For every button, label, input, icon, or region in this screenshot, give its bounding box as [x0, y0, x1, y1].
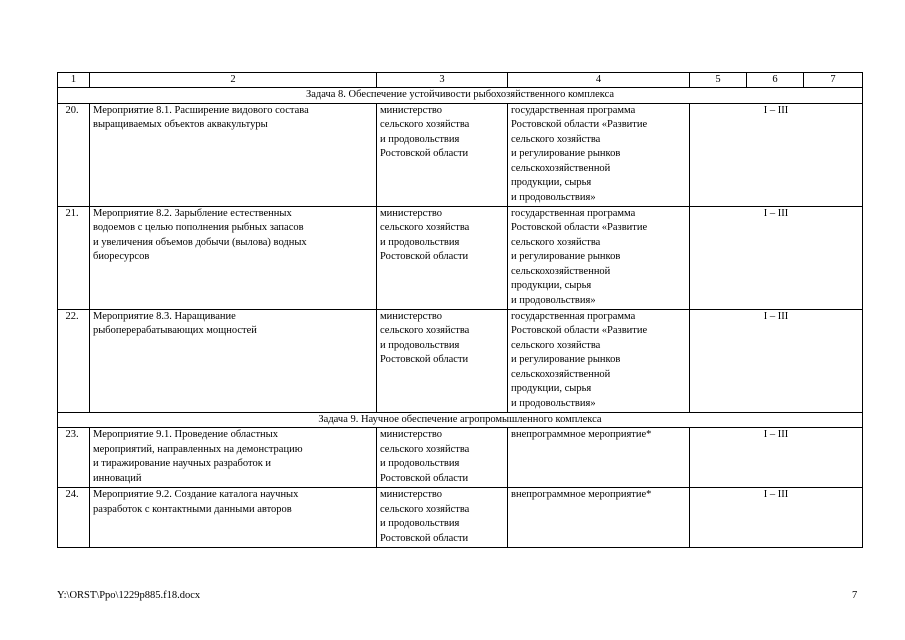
executor-cell: министерство сельского хозяйства и продовольствия Ростовской области	[377, 309, 508, 412]
header-cell: 5	[690, 73, 747, 88]
header-cell: 7	[804, 73, 863, 88]
measure-cell: Мероприятие 8.2. Зарыбление естественных водоемов с целью пополнения рыбных запасов и увеличения объемов добычи (вылова) водных биоресурсов	[90, 206, 377, 309]
period-cell: I – III	[690, 103, 863, 206]
period-cell: I – III	[690, 428, 863, 488]
header-cell: 2	[90, 73, 377, 88]
row-number: 23.	[58, 428, 90, 488]
table-row	[58, 206, 863, 309]
header-row	[58, 73, 863, 88]
executor-cell: министерство сельского хозяйства и продовольствия Ростовской области	[377, 206, 508, 309]
section-row	[58, 412, 863, 428]
table-row	[58, 428, 863, 488]
table-row	[58, 103, 863, 206]
table-row	[58, 488, 863, 548]
row-number: 24.	[58, 488, 90, 548]
section-row	[58, 88, 863, 104]
executor-cell: министерство сельского хозяйства и продовольствия Ростовской области	[377, 428, 508, 488]
measure-cell: Мероприятие 9.1. Проведение областных мероприятий, направленных на демонстрацию и тиражирование научных разработок и инноваций	[90, 428, 377, 488]
header-cell: 3	[377, 73, 508, 88]
row-number: 22.	[58, 309, 90, 412]
row-number: 21.	[58, 206, 90, 309]
program-cell: внепрограммное мероприятие*	[508, 428, 690, 488]
section-title: Задача 9. Научное обеспечение агропромышленного комплекса	[58, 412, 863, 428]
row-number: 20.	[58, 103, 90, 206]
footer-file-path: Y:\ORST\Ppo\1229p885.f18.docx	[57, 590, 201, 601]
page-number: 7	[852, 590, 858, 601]
program-cell: государственная программа Ростовской области «Развитие сельского хозяйства и регулирование рынков сельскохозяйственной продукции, сырья и продовольствия»	[508, 103, 690, 206]
period-cell: I – III	[690, 309, 863, 412]
table-row	[58, 309, 863, 412]
measures-table	[57, 72, 863, 548]
program-cell: внепрограммное мероприятие*	[508, 488, 690, 548]
program-cell: государственная программа Ростовской области «Развитие сельского хозяйства и регулирование рынков сельскохозяйственной продукции, сырья и продовольствия»	[508, 206, 690, 309]
header-cell: 4	[508, 73, 690, 88]
period-cell: I – III	[690, 206, 863, 309]
measure-cell: Мероприятие 8.1. Расширение видового состава выращиваемых объектов аквакультуры	[90, 103, 377, 206]
measure-cell: Мероприятие 9.2. Создание каталога научных разработок с контактными данными авторов	[90, 488, 377, 548]
period-cell: I – III	[690, 488, 863, 548]
executor-cell: министерство сельского хозяйства и продовольствия Ростовской области	[377, 488, 508, 548]
executor-cell: министерство сельского хозяйства и продовольствия Ростовской области	[377, 103, 508, 206]
measure-cell: Мероприятие 8.3. Наращивание рыбоперерабатывающих мощностей	[90, 309, 377, 412]
measures-table-container	[57, 72, 862, 548]
program-cell: государственная программа Ростовской области «Развитие сельского хозяйства и регулирование рынков сельскохозяйственной продукции, сырья и продовольствия»	[508, 309, 690, 412]
header-cell: 1	[58, 73, 90, 88]
header-cell: 6	[747, 73, 804, 88]
section-title: Задача 8. Обеспечение устойчивости рыбохозяйственного комплекса	[58, 88, 863, 104]
